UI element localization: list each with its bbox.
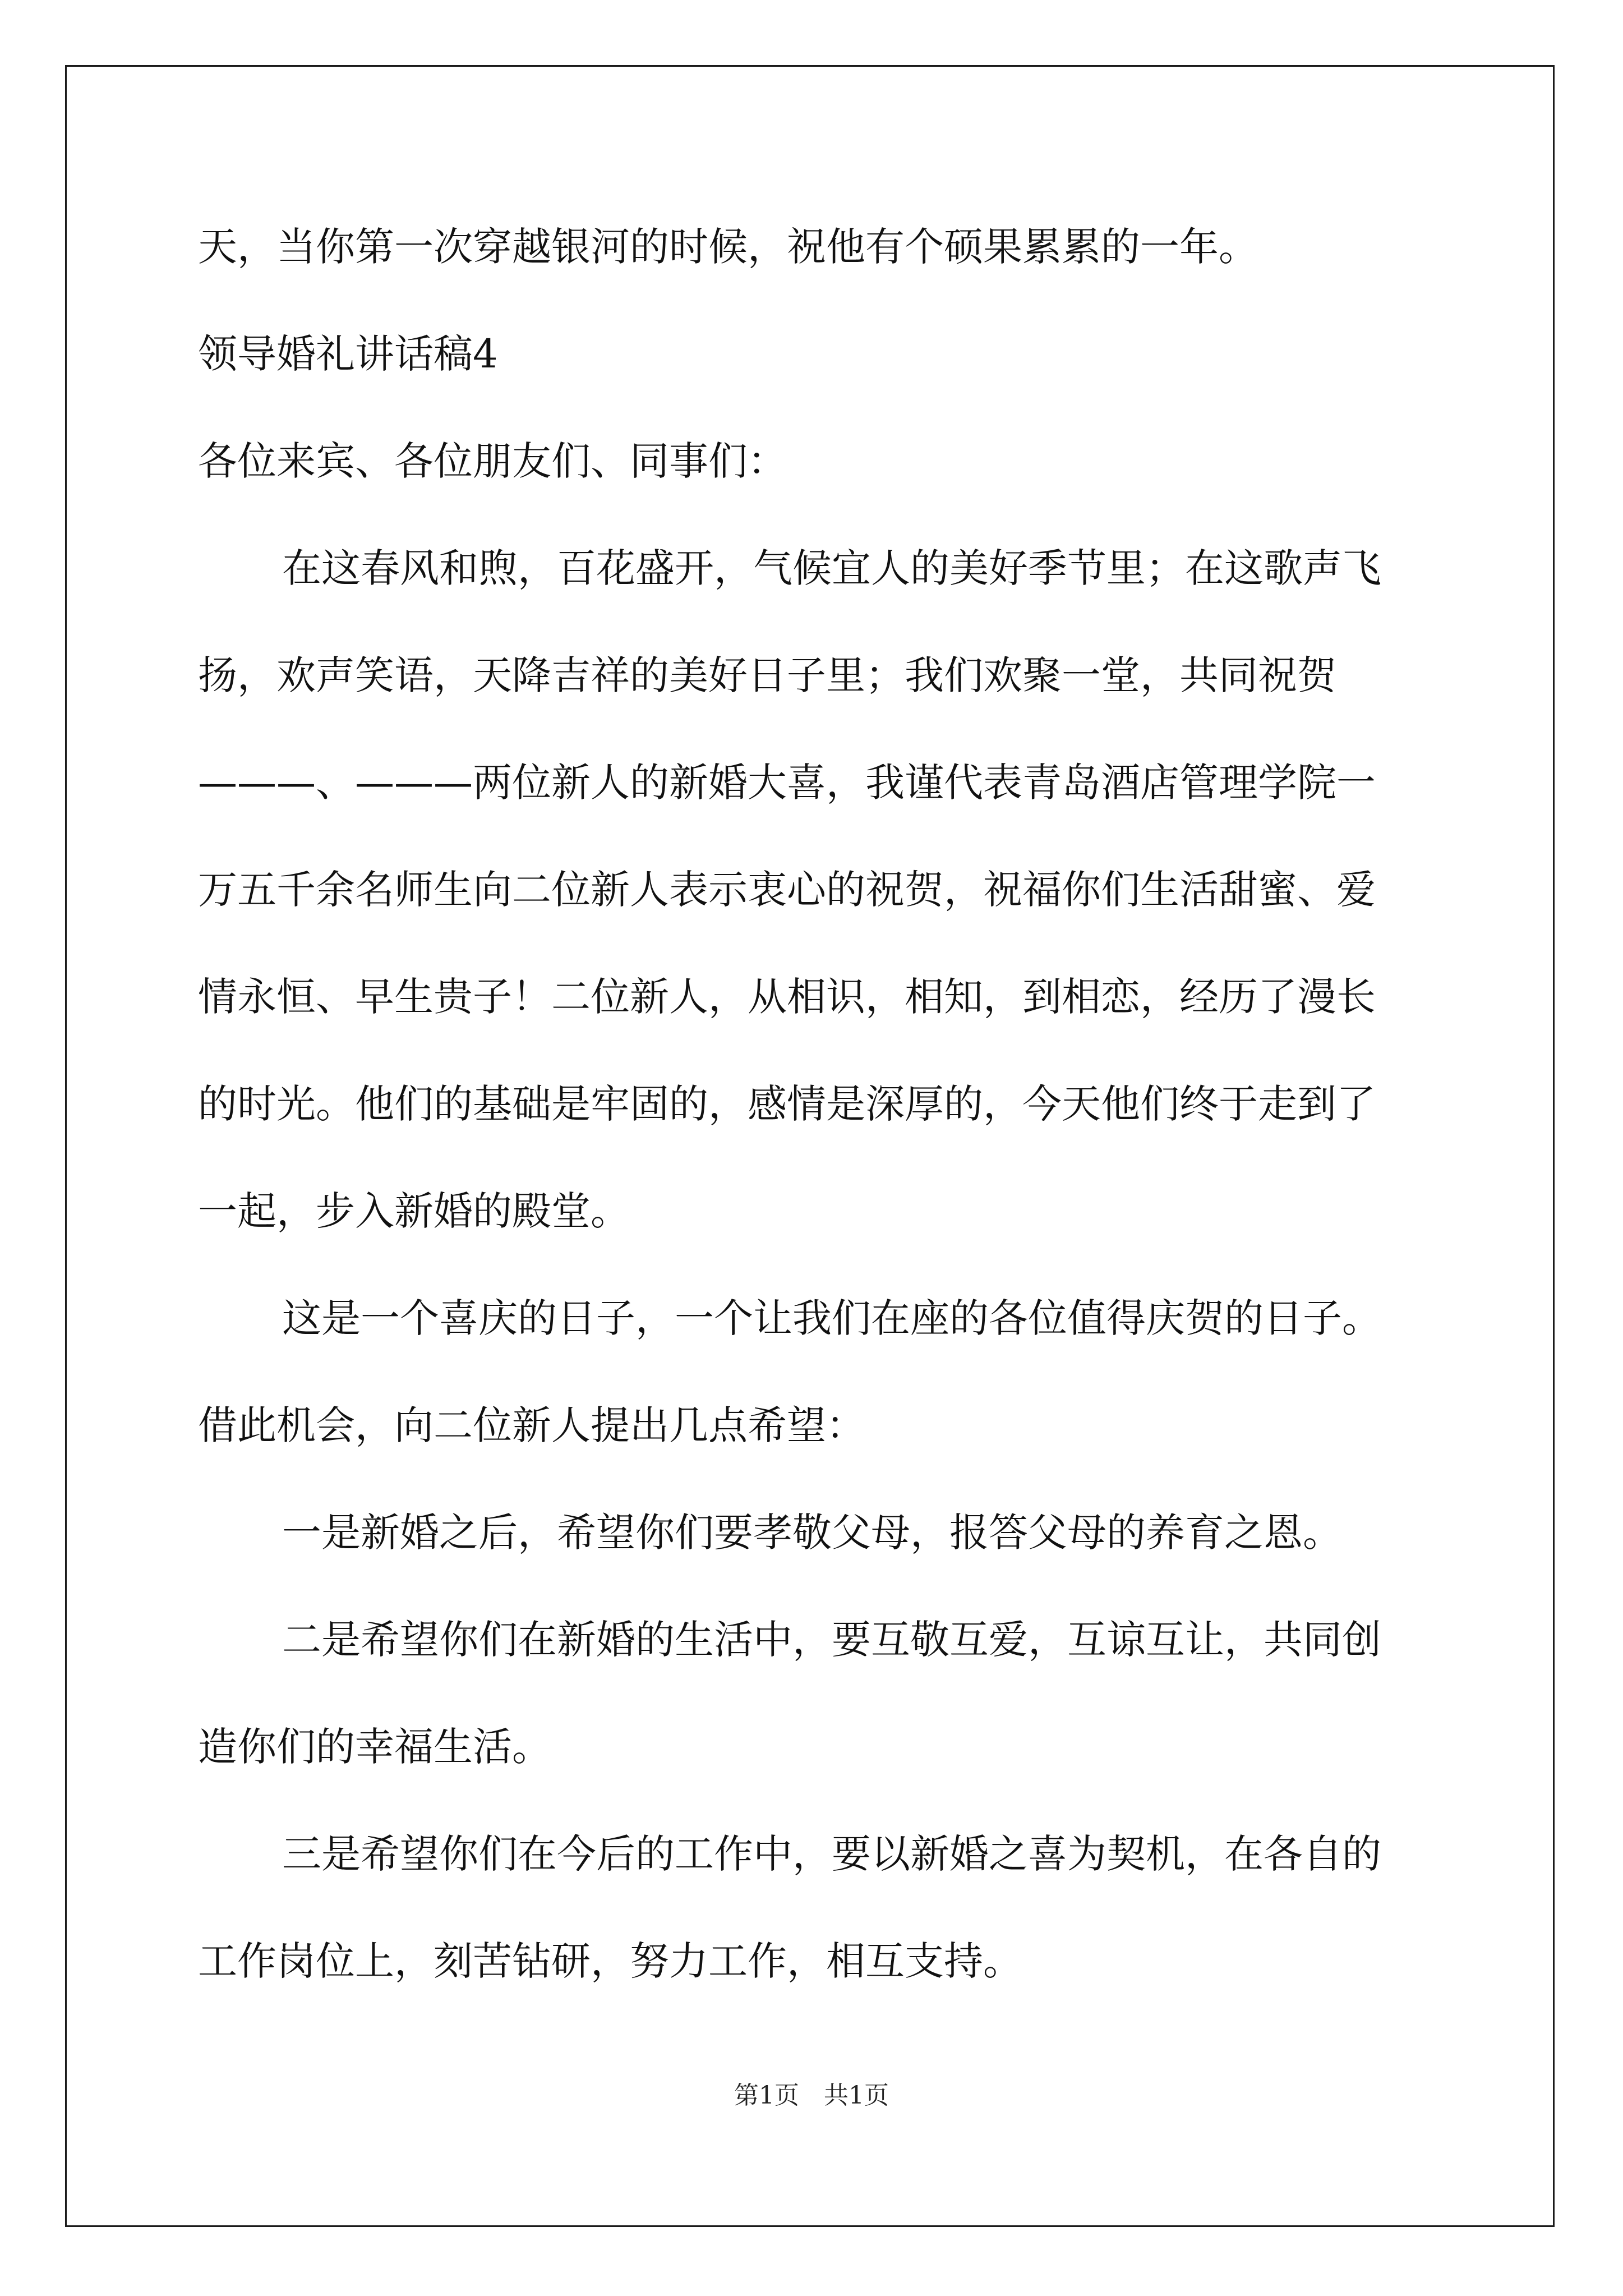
paragraph-line: 工作岗位上，刻苦钻研，努力工作，相互支持。 [198,1938,1022,1984]
paragraph-line: 在这春风和煦，百花盛开，气候宜人的美好季节里；在这歌声飞 [282,545,1381,591]
page-number: 第1页 [734,2081,799,2110]
paragraph-line: 三是希望你们在今后的工作中，要以新婚之喜为契机，在各自的 [282,1831,1381,1877]
paragraph-line: 情永恒、早生贵子！二位新人，从相识，相知，到相恋，经历了漫长 [198,974,1376,1020]
page-footer [0,2079,1623,2113]
paragraph-line: 一是新婚之后，希望你们要孝敬父母，报答父母的养育之恩。 [282,1510,1342,1556]
section-title: 领导婚礼讲话稿4 [198,331,498,377]
paragraph-line: ———、———两位新人的新婚大喜，我谨代表青岛酒店管理学院一 [198,760,1376,806]
paragraph-line: 二是希望你们在新婚的生活中，要互敬互爱，互谅互让，共同创 [282,1617,1381,1663]
document-body [198,194,1432,2015]
paragraph-line: 扬，欢声笑语，天降吉祥的美好日子里；我们欢聚一堂，共同祝贺 [198,652,1336,698]
paragraph-line: 这是一个喜庆的日子，一个让我们在座的各位值得庆贺的日子。 [282,1295,1381,1341]
paragraph-line: 借此机会，向二位新人提出几点希望： [198,1402,865,1448]
page-total: 共1页 [824,2081,889,2110]
text-line: 天，当你第一次穿越银河的时候，祝他有个硕果累累的一年。 [198,224,1258,270]
salutation: 各位来宾、各位朋友们、同事们： [198,438,787,484]
paragraph-line: 一起，步入新婚的殿堂。 [198,1188,630,1234]
paragraph-line: 的时光。他们的基础是牢固的，感情是深厚的，今天他们终于走到了 [198,1081,1376,1127]
paragraph-line: 万五千余名师生向二位新人表示衷心的祝贺，祝福你们生活甜蜜、爱 [198,867,1376,913]
paragraph-line: 造你们的幸福生活。 [198,1724,551,1770]
